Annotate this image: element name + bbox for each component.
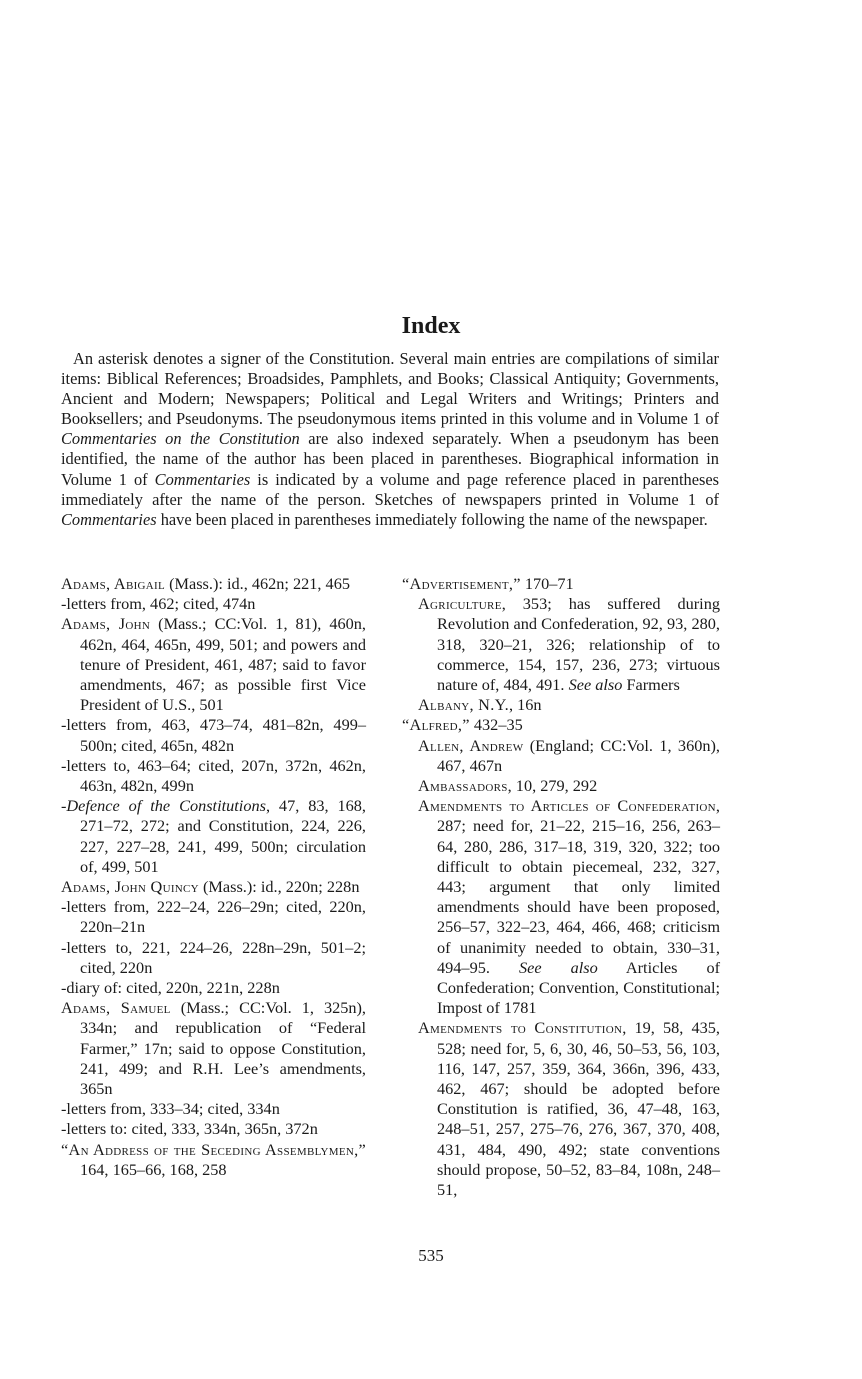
index-entry: Agriculture, 353; has suffered during Revolution and Confederation, 92, 93, 280, 318, 320–21, 326; relationship of to commerce, 154, 157, 236, 273; virtuous nature of, 484, 491. See also Farmers [418,594,720,695]
index-column-right [402,574,720,1200]
index-entry: “An Address of the Seceding Assemblymen,” 164, 165–66, 168, 258 [61,1139,366,1179]
index-column-left [61,574,366,1180]
index-entry: Amendments to Articles of Confederation, 287; need for, 21–22, 215–16, 256, 263–64, 280, 286, 317–18, 319, 320, 322; too difficult to obtain piecemeal, 232, 327, 443; argument that only limited amendments should have been proposed, 256–57, 322–23, 464, 466, 468; criticism of unanimity needed to obtain, 330–31, 494–95. See also Articles of Confederation; Convention, Constitutional; Impost of 1781 [418,796,721,1018]
index-subentry: -letters to, 221, 224–26, 228n–29n, 501–2; cited, 220n [61,937,366,977]
index-subentry: -diary of: cited, 220n, 221n, 228n [61,978,280,998]
intro-paragraph: An asterisk denotes a signer of the Constitution. Several main entries are compilations of similar items: Biblical References; Broadsides, Pamphlets, and Books; Classical Antiquity; Governments, Ancient and Modern; Newspapers; Political and Legal Writers and Writings; Printers and Booksellers; and Pseudonyms. The pseudonymous items printed in this volume and in Volume 1 of Commentaries on the Constitution are also indexed separately. When a pseudonym has been identified, the name of the author has been placed in parentheses. Biographical information in Volume 1 of Commentaries is indicated by a volume and page reference placed in parentheses immediately after the name of the person. Sketches of newspapers printed in Volume 1 of Commentaries have been placed in parentheses immediately following the name of the newspaper. [61,349,719,529]
index-subentry: -letters to: cited, 333, 334n, 365n, 372n [61,1119,318,1139]
index-entry: “Alfred,” 432–35 [402,715,523,735]
index-entry: Adams, Samuel (Mass.; CC:Vol. 1, 325n), 334n; and republication of “Federal Farmer,” 17n; said to oppose Constitution, 241, 499; and R.H. Lee’s amendments, 365n [61,998,366,1099]
index-entry: Allen, Andrew (England; CC:Vol. 1, 360n), 467, 467n [418,735,720,775]
index-entry: Adams, John (Mass.; CC:Vol. 1, 81), 460n, 462n, 464, 465n, 499, 501; and powers and tenure of President, 461, 487; said to favor amendments, 467; as possible first Vice President of U.S., 501 [61,614,367,715]
index-entry: Amendments to Constitution, 19, 58, 435, 528; need for, 5, 6, 30, 46, 50–53, 56, 103, 116, 147, 257, 359, 364, 366n, 396, 433, 462, 467; should be adopted before Constitution is ratified, 36, 47–48, 163, 248–51, 257, 275–76, 276, 367, 370, 408, 431, 484, 490, 492; state conventions should propose, 50–52, 83–84, 108n, 248–51, [418,1018,720,1200]
index-entry: “Advertisement,” 170–71 [402,574,574,593]
index-subentry: -letters from, 463, 473–74, 481–82n, 499–500n; cited, 465n, 482n [61,715,366,755]
index-entry: Ambassadors, 10, 279, 292 [418,776,598,796]
page-title: Index [401,313,461,339]
page-number: 535 [418,1246,444,1265]
index-subentry: -letters from, 333–34; cited, 334n [61,1099,280,1119]
index-entry: Albany, N.Y., 16n [418,695,542,715]
index-entry: Adams, Abigail (Mass.): id., 462n; 221, 465 [61,574,350,593]
index-subentry: -letters from, 222–24, 226–29n; cited, 220n, 220n–21n [61,897,366,937]
index-subentry: -letters to, 463–64; cited, 207n, 372n, 462n, 463n, 482n, 499n [61,755,366,796]
index-entry: Adams, John Quincy (Mass.): id., 220n; 228n [61,877,360,897]
index-subentry: -letters from, 462; cited, 474n [61,594,256,614]
index-subentry: -Defence of the Constitutions, 47, 83, 168, 271–72, 272; and Constitution, 224, 226, 227, 227–28, 241, 499, 500n; circulation of, 499, 501 [61,796,366,876]
